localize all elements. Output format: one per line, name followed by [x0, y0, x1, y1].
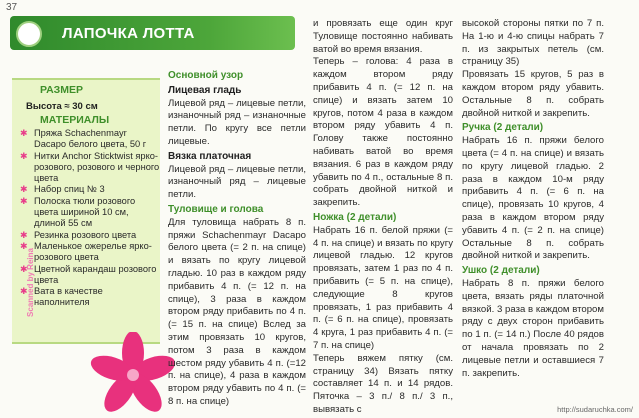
star-bullet-icon: ✱ [20, 240, 28, 251]
star-bullet-icon: ✱ [20, 263, 28, 274]
list-item: ✱ Пряжа Schachenmayr Dacapo белого цвета, 50 г [20, 128, 147, 150]
section-heading: Туловище и голова [168, 203, 264, 215]
paragraph: Лицевой ряд – лицевые петли, изнаночный ряд – лицевые петли. [168, 163, 306, 201]
subsection-heading: Лицевая гладь [168, 84, 242, 96]
section-heading: Ушко (2 детали) [462, 265, 540, 277]
size-heading: РАЗМЕР [40, 84, 83, 96]
scan-watermark: Scanned by Reina [25, 248, 35, 317]
section-heading: Основной узор [168, 70, 244, 81]
list-item: ✱ Вата в качестве наполнителя [20, 286, 103, 308]
list-item: ✱ Цветной карандаш розового цвета [20, 263, 157, 285]
star-bullet-icon: ✱ [20, 229, 28, 240]
column-pattern [168, 70, 306, 409]
page-title: ЛАПОЧКА ЛОТТА [62, 25, 195, 42]
paragraph: Лицевой ряд – лицевые петли, изнаночный ряд – изнаночные петли. По кругу все петли лицевые. [168, 97, 306, 147]
yarn-ball-icon [16, 21, 42, 47]
star-bullet-icon: ✱ [20, 286, 28, 297]
size-value: Высота ≈ 30 см [26, 101, 98, 112]
section-heading: Ручка (2 детали) [462, 122, 544, 134]
paragraph: Набрать 8 п. пряжи белого цвета, вязать ряды платочной вязкой. 3 раза в каждом втором ряду с двух сторон прибавить по 1 п. (= 14 п.) После 40 рядов от начала провязать по 2 лицевые петли и оставшиеся 7 п. закрепить. [462, 277, 604, 379]
list-item: ✱ Маленькое ожерелье ярко-розового цвета [20, 240, 152, 263]
paragraph: Набрать 16 п. пряжи белого цвета (= 4 п. на спице) и вязать по кругу лицевой гладью. 2 раза в каждом 10-м ряду прибавить 4 п. (= 6 п. на спице), провязать 10 кругов, 4 раза в каждом втором ряду убавить 4 п. (= 2 п. на спице) Остальные 8 п. собрать двойной ниткой и закрепить. [462, 135, 604, 262]
materials-heading: МАТЕРИАЛЫ [40, 114, 110, 126]
footer-url: http://sudaruchka.com/ [557, 405, 633, 414]
section-heading: Ножка (2 детали) [313, 211, 397, 223]
list-item: ✱ Набор спиц № 3 [20, 184, 105, 195]
paragraph: высокой стороны пятки по 7 п. На 1-ю и 4-ю спицы набрать 7 п. из закрытых петель (см. страницу 35) [462, 18, 604, 68]
paragraph: Для туловища набрать 8 п. пряжи Schachenmayr Dacapo белого цвета (= 2 п. на спице) и вязать по кругу лицевой гладью. 10 раз в каждом ряду прибавить 4 п. (= 12 п. на спице), 3 раза в каждом втором ряду прибавить по 4 п. (= 15 п. на спице) Вслед за этим провязать 10 кругов, потом 3 раза в каждом шестом ряду убавить 4 п. (=12 п. на спице), 4 раза в каждом втором ряду убавить по 4 п. (= 8 п. на спице) [168, 216, 306, 407]
paragraph: и провязать еще один круг Туловище постоянно набивать ватой во время вязания. [313, 18, 453, 55]
list-item: ✱ Полоска тюли розового цвета шириной 10 см, длиной 55 см [20, 195, 136, 229]
paragraph: Теперь – голова: 4 раза в каждом втором ряду прибавить 4 п. (= 12 п. на спице) и вязать затем 10 кругов, потом 4 раза в каждом втором ряду убавить 4 п. Голову также постоянно набивать ватой во время вязания. 6 раз в каждом ряду убавить по 4 п., остальные 8 п. собрать двойной ниткой и закрепить. [313, 56, 453, 209]
materials-list [14, 128, 160, 309]
page-number: 37 [6, 2, 18, 13]
title-bar [10, 16, 295, 50]
paragraph: Набрать 16 п. белой пряжи (= 4 п. на спице) и вязать по кругу лицевой гладью. 12 кругов провязать, затем 1 раз по 4 п. прибавить (= 5 п. на спице), следующие 8 кругов провязать, 1 раз прибавить 4 п. (= 6 п. на спице), провязать 4 круга, 1 раз прибавить 4 п. (= 7 п. на спице) [313, 224, 453, 351]
list-item: ✱ Нитки Anchor Sticktwist ярко-розового, розового и черного цвета [20, 150, 160, 184]
column-arm-ear [462, 18, 604, 380]
pink-flower-icon [90, 332, 176, 418]
column-head-legs [313, 18, 453, 417]
star-bullet-icon: ✱ [20, 150, 28, 161]
star-bullet-icon: ✱ [20, 184, 28, 195]
paragraph: Теперь вяжем пятку (см. страницу 34) Вязать пятку составляет 14 п. и 14 рядов. Пяточка – 3 п./ 8 п./ 3 п., вывязать с [313, 352, 453, 415]
subsection-heading: Вязка платочная [168, 150, 252, 162]
paragraph: Провязать 15 кругов, 5 раз в каждом втором ряду убавить. Остальные 8 п. собрать двойной ниткой и закрепить. [462, 69, 604, 119]
star-bullet-icon: ✱ [20, 195, 28, 206]
star-bullet-icon: ✱ [20, 128, 28, 138]
list-item: ✱ Резинка розового цвета [20, 229, 137, 240]
